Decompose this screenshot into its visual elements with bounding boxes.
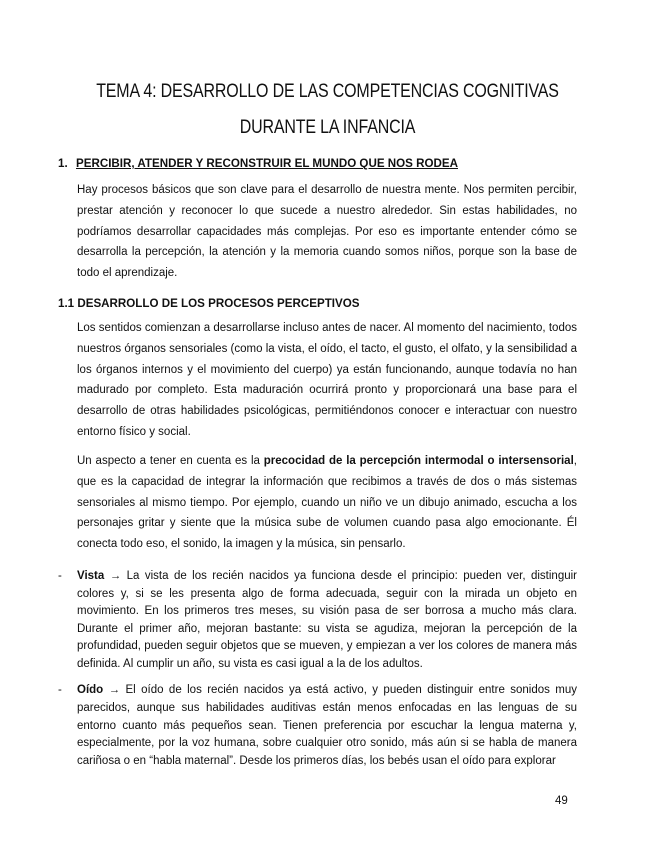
- arrow-icon: →: [103, 684, 126, 696]
- paragraph-2-rest: , que es la capacidad de integrar la información que recibimos a través de dos o más sistemas sensoriales al mismo tiempo. Por ejemplo, cuando un niño ve un dibujo animado, escucha a los personajes gritar y siente que la música sube de volumen cuando pasa algo emocionante. Él conecta todo eso, el sonido, la imagen y la música, sin pensarlo.: [77, 455, 577, 551]
- section-1-heading: [58, 157, 458, 170]
- section-1-1-paragraph-1: Los sentidos comienzan a desarrollarse incluso antes de nacer. Al momento del nacimiento, todos nuestros órganos sensoriales (como la vista, el oído, el tacto, el gusto, el olfato, y la sensibilidad a los órganos internos y el movimiento del cuerpo) ya están funcionando, aunque todavía no han madurado por completo. Esta maduración ocurrirá pronto y proporcionará una base para el desarrollo de otras habilidades psicológicas, permitiéndonos conocer e interactuar con nuestro entorno físico y social.: [77, 322, 577, 438]
- bullet-dash: -: [58, 570, 62, 582]
- bullet-vista: [58, 568, 577, 674]
- bullet-dash: -: [58, 684, 62, 696]
- page-number: 49: [555, 795, 568, 807]
- section-1-1-heading: 1.1 DESARROLLO DE LOS PROCESOS PERCEPTIVOS: [58, 297, 360, 310]
- bullet-body: [77, 682, 577, 771]
- paragraph-2-intro: Un aspecto a tener en cuenta es la: [77, 455, 264, 467]
- page-title-line-2: DURANTE LA INFANCIA: [239, 116, 416, 138]
- section-1-paragraph: Hay procesos básicos que son clave para el desarrollo de nuestra mente. Nos permiten percibir, prestar atención y reconocer lo que sucede a nuestro alrededor. Sin estas habilidades, no podríamos desarrollar capacidades más complejas. Por eso es importante entender cómo se desarrolla la percepción, la atención y la memoria cuando somos niños, porque son la base de todo el aprendizaje.: [77, 184, 577, 280]
- arrow-icon: →: [104, 570, 127, 582]
- paragraph-2-bold-term: precocidad de la percepción intermodal o intersensorial: [263, 455, 574, 467]
- section-1-heading-text: PERCIBIR, ATENDER Y RECONSTRUIR EL MUNDO QUE NOS RODEA: [76, 157, 458, 170]
- section-1-number: 1.: [58, 157, 68, 170]
- bullet-term: Vista: [77, 570, 105, 582]
- bullet-term: Oído: [77, 684, 104, 696]
- page-title-line-1: TEMA 4: DESARROLLO DE LAS COMPETENCIAS COGNITIVAS: [96, 80, 559, 102]
- bullet-text: La vista de los recién nacidos ya funciona desde el principio: pueden ver, distinguir colores y, si se les presenta algo de forma adecuada, seguir con la mirada un objeto en movimiento. En los primeros tres meses, su visión pasa de ser borrosa a mucho más clara. Durante el primer año, mejoran bastante: su vista se agudiza, mejoran la percepción de la profundidad, pueden seguir objetos que se mueven, y empiezan a ver los colores de manera más definida. Al cumplir un año, su vista es casi igual a la de los adultos.: [77, 570, 578, 670]
- bullet-text: El oído de los recién nacidos ya está activo, y pueden distinguir entre sonidos muy parecidos, aunque sus habilidades auditivas están menos enfocadas en las lenguas de su entorno cuanto más pequeños sean. Tienen preferencia por escuchar la lengua materna y, especialmente, por la voz humana, sobre cualquier otro sonido, más aún si se habla de manera cariñosa o en “habla maternal”. Desde los primeros días, los bebés usan el oído para explorar: [77, 684, 578, 768]
- bullet-oido: [58, 682, 577, 771]
- section-1-1-paragraph-2: [77, 451, 577, 555]
- bullet-body: [77, 568, 577, 674]
